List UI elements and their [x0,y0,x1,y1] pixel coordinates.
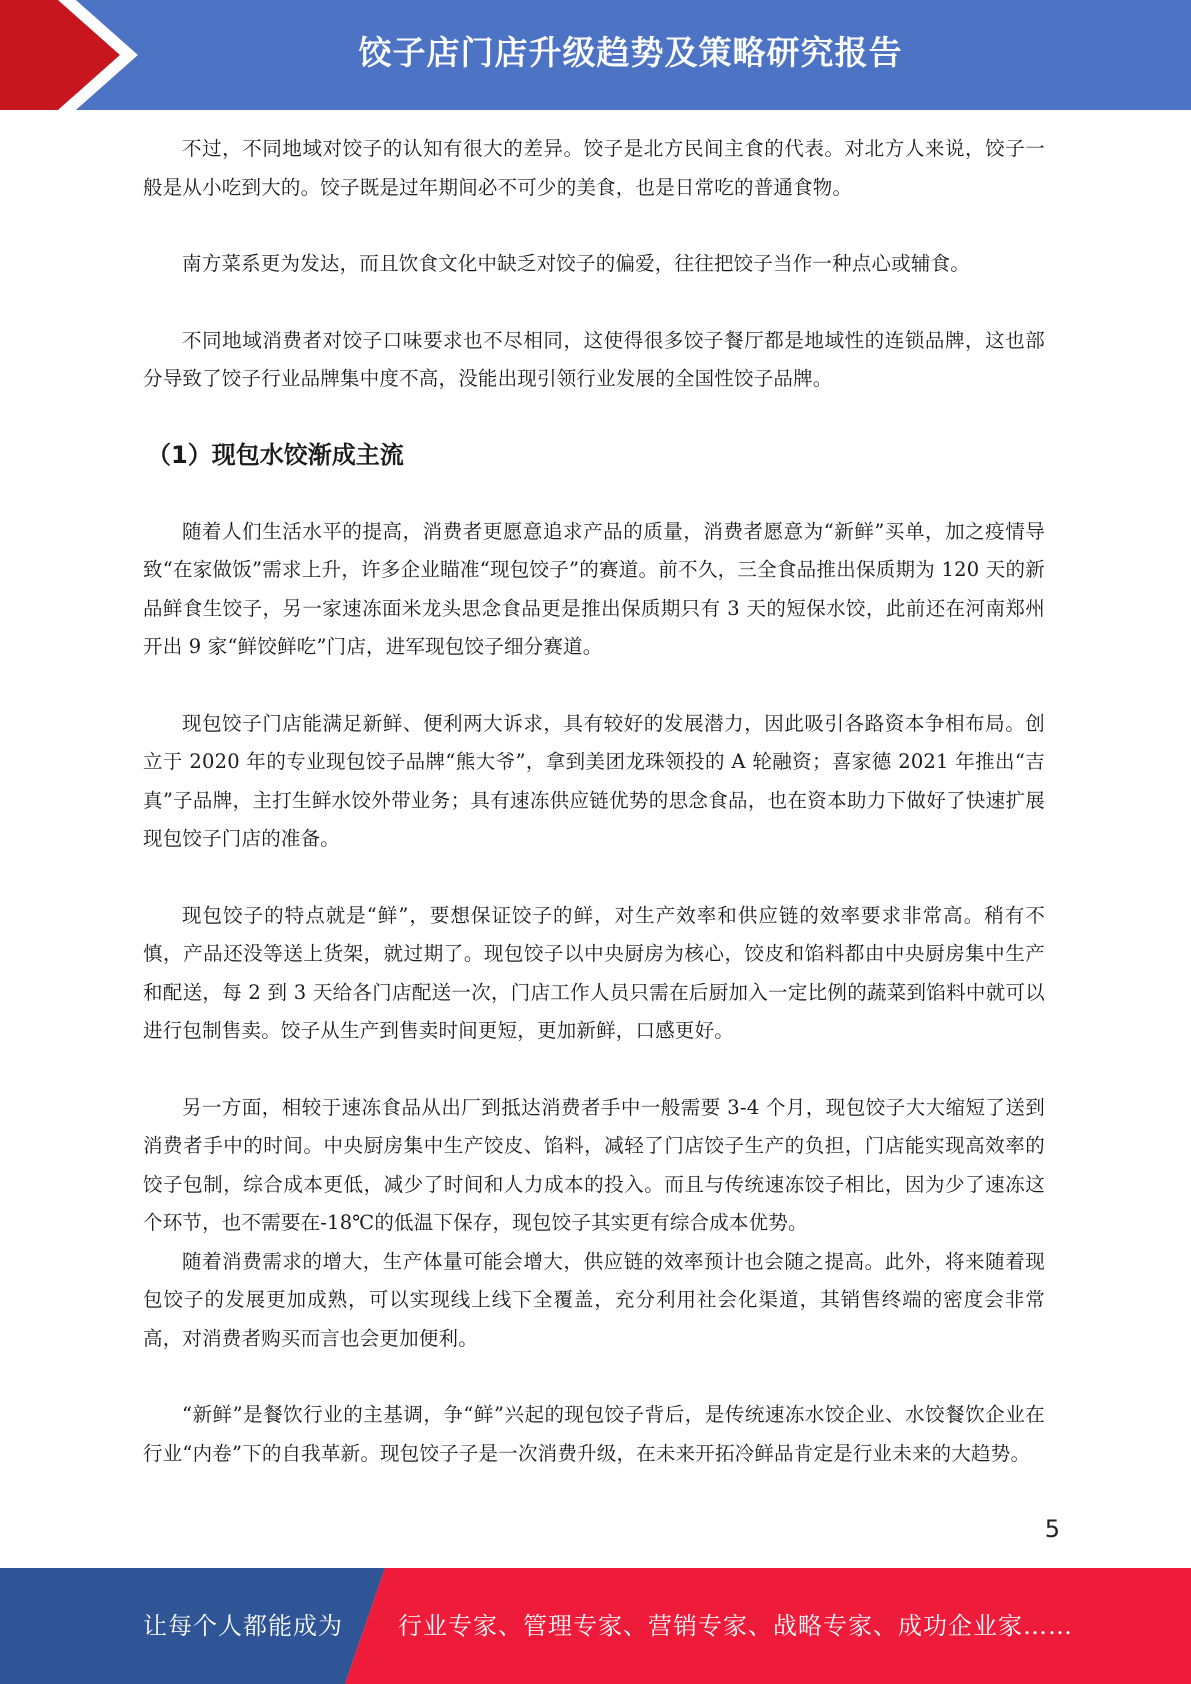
body-paragraph: 随着消费需求的增大，生产体量可能会增大，供应链的效率预计也会随之提高。此外，将来随着现包饺子的发展更加成熟，可以实现线上线下全覆盖，充分利用社会化渠道，其销售终端的密度会非常高，对消费者购买而言也会更加便利。 [143,1249,1045,1350]
body-paragraph: 随着人们生活水平的提高，消费者更愿意追求产品的质量，消费者愿意为“新鲜”买单，加之疫情导致“在家做饭”需求上升，许多企业瞄准“现包饺子”的赛道。前不久，三全食品推出保质期为 120 天的新品鲜食生饺子，另一家速冻面米龙头思念食品更是推出保质期只有 3 天的短保水饺，此前还在河南郑州开出 9 家“鲜饺鲜吃”门店，进军现包饺子细分赛道。 [143,519,1045,658]
report-title: 饺子店门店升级趋势及策略研究报告 [358,33,903,72]
body-paragraph: 另一方面，相较于速冻食品从出厂到抵达消费者手中一般需要 3-4 个月，现包饺子大大缩短了送到消费者手中的时间。中央厨房集中生产饺皮、馅料，减轻了门店饺子生产的负担，门店能实现高效率的饺子包制，综合成本更低，减少了时间和人力成本的投入。而且与传统速冻饺子相比，因为少了速冻这个环节，也不需要在-18℃的低温下保存，现包饺子其实更有综合成本优势。 [143,1095,1045,1234]
body-paragraph: 南方菜系更为发达，而且饮食文化中缺乏对饺子的偏爱，往往把饺子当作一种点心或辅食。 [182,252,971,275]
footer-slogan-left: 让每个人都能成为 [143,1612,343,1640]
page-number: 5 [1044,1515,1060,1543]
document-body [143,130,1045,1473]
body-paragraph: 不同地域消费者对饺子口味要求也不尽相同，这使得很多饺子餐厅都是地域性的连锁品牌，这也部分导致了饺子行业品牌集中度不高，没能出现引领行业发展的全国性饺子品牌。 [143,328,1045,390]
page-footer [0,1568,1191,1684]
footer-slogan-right: 行业专家、管理专家、营销专家、战略专家、成功企业家…… [398,1612,1073,1640]
section-heading: （1）现包水饺渐成主流 [147,440,404,469]
body-paragraph: “新鲜”是餐饮行业的主基调，争“鲜”兴起的现包饺子背后，是传统速冻水饺企业、水饺餐饮企业在行业“内卷”下的自我革新。现包饺子子是一次消费升级，在未来开拓冷鲜品肯定是行业未来的大趋势。 [143,1403,1045,1465]
body-paragraph: 不过，不同地域对饺子的认知有很大的差异。饺子是北方民间主食的代表。对北方人来说，饺子一般是从小吃到大的。饺子既是过年期间必不可少的美食，也是日常吃的普通食物。 [143,137,1045,199]
body-paragraph: 现包饺子的特点就是“鲜”，要想保证饺子的鲜，对生产效率和供应链的效率要求非常高。稍有不慎，产品还没等送上货架，就过期了。现包饺子以中央厨房为核心，饺皮和馅料都由中央厨房集中生产和配送，每 2 到 3 天给各门店配送一次，门店工作人员只需在后厨加入一定比例的蔬菜到馅料中就可以进行包制售卖。饺子从生产到售卖时间更短，更加新鲜，口感更好。 [143,903,1045,1042]
header-arrow-decoration [0,0,150,110]
body-paragraph: 现包饺子门店能满足新鲜、便利两大诉求，具有较好的发展潜力，因此吸引各路资本争相布局。创立于 2020 年的专业现包饺子品牌“熊大爷”，拿到美团龙珠领投的 A 轮融资；喜家德 2021 年推出“吉真”子品牌，主打生鲜水饺外带业务；具有速冻供应链优势的思念食品，也在资本助力下做好了快速扩展现包饺子门店的准备。 [143,711,1045,850]
page-header [0,0,1191,110]
